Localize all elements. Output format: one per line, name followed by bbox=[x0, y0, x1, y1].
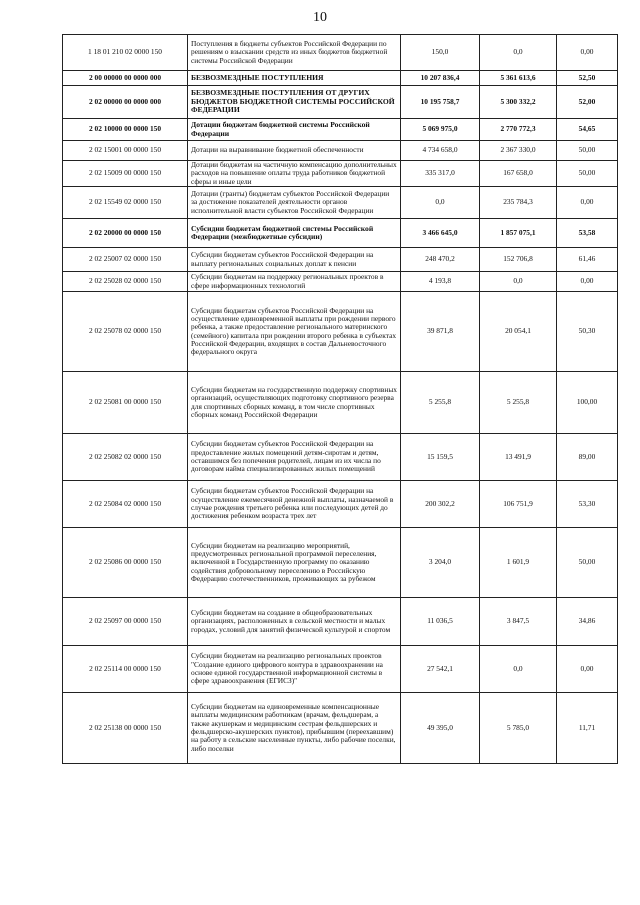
row-code: 2 02 25084 02 0000 150 bbox=[63, 481, 188, 528]
row-code: 2 02 25007 02 0000 150 bbox=[63, 248, 188, 272]
row-plan-amount: 10 207 836,4 bbox=[401, 71, 480, 86]
row-executed-amount: 5 361 613,6 bbox=[480, 71, 557, 86]
row-name: Дотации бюджетам бюджетной системы Российской Федерации bbox=[188, 119, 401, 141]
row-execution-percent: 61,46 bbox=[557, 248, 618, 272]
row-name: БЕЗВОЗМЕЗДНЫЕ ПОСТУПЛЕНИЯ bbox=[188, 71, 401, 86]
row-executed-amount: 0,0 bbox=[480, 35, 557, 71]
row-code: 2 02 15549 02 0000 150 bbox=[63, 187, 188, 219]
table-row bbox=[63, 35, 618, 71]
row-code: 2 02 25078 02 0000 150 bbox=[63, 292, 188, 372]
table-row bbox=[63, 161, 618, 187]
row-name: Субсидии бюджетам на реализацию региональных проектов "Создание единого цифрового контура в здравоохранении на основе единой государственной информационной системы в сфере здравоохранения (ЕГИСЗ)" bbox=[188, 646, 401, 693]
row-execution-percent: 11,71 bbox=[557, 693, 618, 764]
table-row bbox=[63, 481, 618, 528]
table-row bbox=[63, 119, 618, 141]
table-row bbox=[63, 434, 618, 481]
table-row bbox=[63, 272, 618, 292]
row-code: 2 02 20000 00 0000 150 bbox=[63, 219, 188, 248]
row-code: 2 02 25082 02 0000 150 bbox=[63, 434, 188, 481]
row-executed-amount: 1 857 075,1 bbox=[480, 219, 557, 248]
row-execution-percent: 34,86 bbox=[557, 598, 618, 646]
row-plan-amount: 27 542,1 bbox=[401, 646, 480, 693]
row-executed-amount: 5 300 332,2 bbox=[480, 86, 557, 119]
table-row bbox=[63, 646, 618, 693]
row-executed-amount: 5 255,8 bbox=[480, 372, 557, 434]
row-plan-amount: 3 466 645,0 bbox=[401, 219, 480, 248]
row-executed-amount: 13 491,9 bbox=[480, 434, 557, 481]
table-row bbox=[63, 598, 618, 646]
row-name: Субсидии бюджетам на единовременные компенсационные выплаты медицинским работникам (врачам, фельдшерам, а также акушеркам и медицинским сестрам фельдшерских и фельдшерско-акушерских пунктов), прибывшим (переехавшим) на работу в сельские населенные пункты, либо рабочие поселки, либо поселки bbox=[188, 693, 401, 764]
row-plan-amount: 0,0 bbox=[401, 187, 480, 219]
row-execution-percent: 50,00 bbox=[557, 141, 618, 161]
row-executed-amount: 1 601,9 bbox=[480, 528, 557, 598]
row-plan-amount: 5 069 975,0 bbox=[401, 119, 480, 141]
row-code: 2 02 25114 00 0000 150 bbox=[63, 646, 188, 693]
row-execution-percent: 100,00 bbox=[557, 372, 618, 434]
row-plan-amount: 335 317,0 bbox=[401, 161, 480, 187]
row-name: Субсидии бюджетам на создание в общеобразовательных организациях, расположенных в сельской местности и малых городах, условий для занятий физической культурой и спортом bbox=[188, 598, 401, 646]
row-execution-percent: 89,00 bbox=[557, 434, 618, 481]
budget-revenue-table bbox=[62, 34, 618, 764]
row-executed-amount: 2 367 330,0 bbox=[480, 141, 557, 161]
row-plan-amount: 5 255,8 bbox=[401, 372, 480, 434]
row-code: 2 02 25097 00 0000 150 bbox=[63, 598, 188, 646]
row-plan-amount: 150,0 bbox=[401, 35, 480, 71]
row-executed-amount: 0,0 bbox=[480, 646, 557, 693]
row-name: Субсидии бюджетам субъектов Российской Федерации на предоставление жилых помещений детям-сиротам и детям, оставшимся без попечения родителей, лицам из их числа по договорам найма специализированных жилых помещений bbox=[188, 434, 401, 481]
table-row bbox=[63, 219, 618, 248]
row-execution-percent: 50,30 bbox=[557, 292, 618, 372]
row-name: Дотации на выравнивание бюджетной обеспеченности bbox=[188, 141, 401, 161]
row-execution-percent: 53,58 bbox=[557, 219, 618, 248]
row-name: Субсидии бюджетам субъектов Российской Федерации на выплату региональных социальных доплат к пенсии bbox=[188, 248, 401, 272]
row-name: Дотации бюджетам на частичную компенсацию дополнительных расходов на повышение оплаты труда работников бюджетной сферы и иные цели bbox=[188, 161, 401, 187]
row-executed-amount: 0,0 bbox=[480, 272, 557, 292]
table-row bbox=[63, 372, 618, 434]
row-plan-amount: 3 204,0 bbox=[401, 528, 480, 598]
table-row bbox=[63, 86, 618, 119]
row-execution-percent: 53,30 bbox=[557, 481, 618, 528]
row-execution-percent: 0,00 bbox=[557, 272, 618, 292]
row-plan-amount: 248 470,2 bbox=[401, 248, 480, 272]
row-plan-amount: 39 871,8 bbox=[401, 292, 480, 372]
row-code: 2 02 00000 00 0000 000 bbox=[63, 86, 188, 119]
row-plan-amount: 4 734 658,0 bbox=[401, 141, 480, 161]
row-executed-amount: 2 770 772,3 bbox=[480, 119, 557, 141]
row-executed-amount: 106 751,9 bbox=[480, 481, 557, 528]
row-code: 2 02 25081 00 0000 150 bbox=[63, 372, 188, 434]
row-name: Субсидии бюджетам на государственную поддержку спортивных организаций, осуществляющих подготовку спортивного резерва для спортивных сборных команд, в том числе спортивных сборных команд Российской Федерации bbox=[188, 372, 401, 434]
row-executed-amount: 235 784,3 bbox=[480, 187, 557, 219]
row-plan-amount: 11 036,5 bbox=[401, 598, 480, 646]
row-executed-amount: 5 785,0 bbox=[480, 693, 557, 764]
row-code: 2 02 25028 02 0000 150 bbox=[63, 272, 188, 292]
table-row bbox=[63, 248, 618, 272]
row-plan-amount: 4 193,8 bbox=[401, 272, 480, 292]
table-row bbox=[63, 141, 618, 161]
table-row bbox=[63, 71, 618, 86]
row-execution-percent: 50,00 bbox=[557, 528, 618, 598]
row-executed-amount: 3 847,5 bbox=[480, 598, 557, 646]
row-execution-percent: 50,00 bbox=[557, 161, 618, 187]
row-name: Субсидии бюджетам субъектов Российской Федерации на осуществление ежемесячной денежной выплаты, назначаемой в случае рождения третьего ребенка или последующих детей до достижения ребенком возраста трех лет bbox=[188, 481, 401, 528]
row-code: 2 02 15001 00 0000 150 bbox=[63, 141, 188, 161]
table-row bbox=[63, 693, 618, 764]
row-name: Поступления в бюджеты субъектов Российской Федерации по решениям о взыскании средств из иных бюджетов бюджетной системы Российской Федерации bbox=[188, 35, 401, 71]
row-executed-amount: 167 658,0 bbox=[480, 161, 557, 187]
row-execution-percent: 0,00 bbox=[557, 646, 618, 693]
row-execution-percent: 54,65 bbox=[557, 119, 618, 141]
row-name: Субсидии бюджетам на поддержку региональных проектов в сфере информационных технологий bbox=[188, 272, 401, 292]
row-code: 2 00 00000 00 0000 000 bbox=[63, 71, 188, 86]
row-executed-amount: 152 706,8 bbox=[480, 248, 557, 272]
row-execution-percent: 52,00 bbox=[557, 86, 618, 119]
table-row bbox=[63, 187, 618, 219]
row-name: Субсидии бюджетам на реализацию мероприятий, предусмотренных региональной программой переселения, включенной в Государственную программу по оказанию содействия добровольному переселению в Российскую Федерацию соотечественников, проживающих за рубежом bbox=[188, 528, 401, 598]
row-code: 2 02 25138 00 0000 150 bbox=[63, 693, 188, 764]
table-row bbox=[63, 292, 618, 372]
table-row bbox=[63, 528, 618, 598]
row-plan-amount: 49 395,0 bbox=[401, 693, 480, 764]
row-execution-percent: 0,00 bbox=[557, 187, 618, 219]
row-plan-amount: 15 159,5 bbox=[401, 434, 480, 481]
row-plan-amount: 200 302,2 bbox=[401, 481, 480, 528]
row-executed-amount: 20 054,1 bbox=[480, 292, 557, 372]
row-name: БЕЗВОЗМЕЗДНЫЕ ПОСТУПЛЕНИЯ ОТ ДРУГИХ БЮДЖЕТОВ БЮДЖЕТНОЙ СИСТЕМЫ РОССИЙСКОЙ ФЕДЕРАЦИИ bbox=[188, 86, 401, 119]
row-code: 2 02 15009 00 0000 150 bbox=[63, 161, 188, 187]
row-name: Субсидии бюджетам бюджетной системы Российской Федерации (межбюджетные субсидии) bbox=[188, 219, 401, 248]
row-execution-percent: 0,00 bbox=[557, 35, 618, 71]
row-name: Субсидии бюджетам субъектов Российской Федерации на осуществление единовременной выплаты при рождении первого ребенка, а также предоставление регионального материнского (семейного) капитала при рождении второго ребенка в субъектах Российской Федерации, входящих в состав Дальневосточного федерального округа bbox=[188, 292, 401, 372]
row-execution-percent: 52,50 bbox=[557, 71, 618, 86]
page-number: 10 bbox=[313, 10, 327, 25]
row-plan-amount: 10 195 758,7 bbox=[401, 86, 480, 119]
row-code: 2 02 25086 00 0000 150 bbox=[63, 528, 188, 598]
row-name: Дотации (гранты) бюджетам субъектов Российской Федерации за достижение показателей деятельности органов исполнительной власти субъектов Российской Федерации bbox=[188, 187, 401, 219]
row-code: 1 18 01 210 02 0000 150 bbox=[63, 35, 188, 71]
row-code: 2 02 10000 00 0000 150 bbox=[63, 119, 188, 141]
